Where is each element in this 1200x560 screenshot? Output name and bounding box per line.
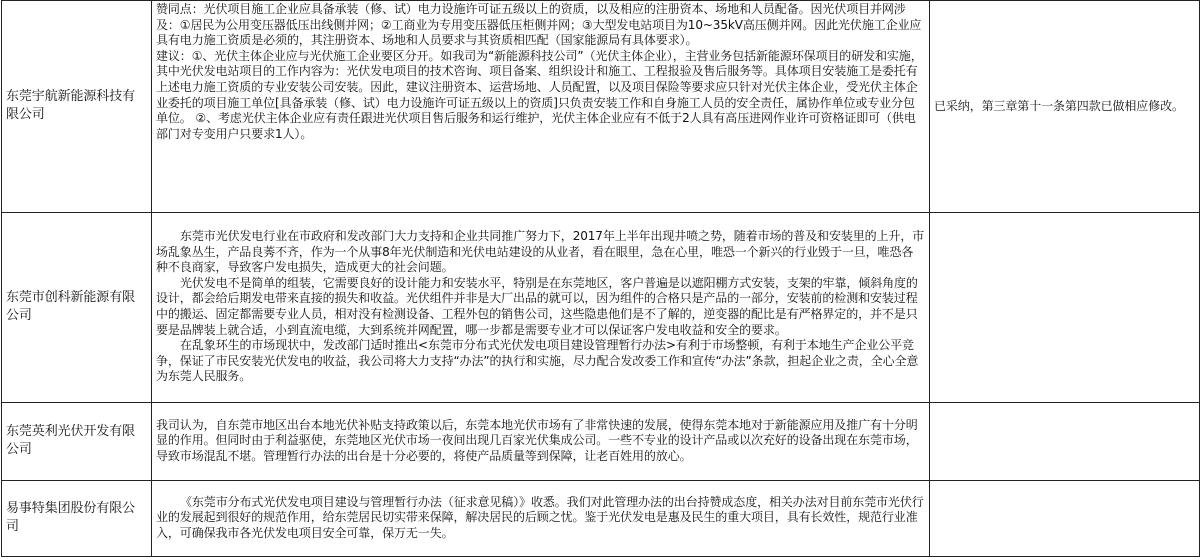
org-name: 东莞英利光伏开发有限公司 <box>2 403 152 481</box>
table-row <box>2 213 1200 403</box>
opinion-paragraph: 我司认为，自东莞市地区出台本地光伏补贴支持政策以后，东莞本地光伏市场有了非常快速的发展，使得东莞本地对于新能源应用及推广有十分明显的作用。但同时由于利益驱使，东莞地区光伏市场一夜间出现几百家光伏集成公司。一些不专业的设计产品或以次充好的设备出现在东莞市场，导致市场混乱不堪。管理暂行办法的出台是十分必要的，将使产品质量等到保障，让老百姓用的放心。 <box>156 417 918 463</box>
opinion-text <box>152 403 930 481</box>
table-row <box>2 481 1200 557</box>
table-row <box>2 1 1200 213</box>
handling-result <box>930 403 1200 481</box>
opinion-paragraph: 光伏发电不是简单的组装，它需要良好的设计能力和安装水平，特别是在东莞地区，客户普遍是以遮阳棚方式安装，支架的牢靠，倾斜角度的设计，都会给后期发电带来直接的损失和收益。光伏组件并非是大厂出品的就可以，因为组件的合格只是产品的一部分，安装前的检测和安装过程中的搬运、固定都需要专业人员，相对没有检测设备、工程外包的销售公司，这些隐患他们是不了解的，逆变器的配比是有严格界定的，并不是只要是品牌装上就合适，小到直流电缆，大到系统并网配置，哪一步都是需要专业才可以保证客户发电收益和安全的要求。 <box>156 275 918 337</box>
handling-result: 已采纳，第三章第十一条第四款已做相应修改。 <box>930 1 1200 213</box>
opinion-paragraph: 《东莞市分布式光伏发电项目建设与管理暂行办法（征求意见稿）》收悉。我们对此管理办法的出台持赞成态度，相关办法对目前东莞市光伏行业的发展起到很好的规范作用，给东莞居民切实带来保障，解决居民的后顾之忧。鉴于光伏发电是惠及民生的重大项目，具有长效性，规范行业准入，可确保我市各光伏发电项目安全可靠，保万无一失。 <box>156 494 924 540</box>
opinion-text <box>152 481 930 557</box>
opinion-text <box>152 1 930 213</box>
handling-result <box>930 481 1200 557</box>
org-name: 东莞市创科新能源有限公司 <box>2 213 152 403</box>
org-name: 易事特集团股份有限公司 <box>2 481 152 557</box>
org-name: 东莞宇航新能源科技有限公司 <box>2 1 152 213</box>
opinion-paragraph: 东莞市光伏发电行业在市政府和发改部门大力支持和企业共同推广努力下，2017年上半年出现井喷之势，随着市场的普及和安装里的上升，市场乱象丛生，产品良莠不齐，作为一个从事8年光伏制造和光伏电站建设的从业者，看在眼里，急在心里，唯恐一个新兴的行业毁于一旦，唯恐各种不良商家，导致客户发电损失，造成更大的社会问题。 <box>156 229 925 275</box>
opinion-text <box>152 213 930 403</box>
opinion-paragraph: 赞同点：光伏项目施工企业应具备承装（修、试）电力设施许可证五级以上的资质，以及相应的注册资本、场地和人员配备。因光伏项目并网涉及：①居民为公用变压器低压出线侧并网；②工商业为专用变压器低压柜侧并网；③大型发电站项目为10~35kV高压侧并网。因此光伏施工企业应具有电力施工资质是必须的，其注册资本、场地和人员要求与其资质相匹配（国家能源局有具体要求）。 <box>156 2 922 48</box>
opinion-paragraph: 在乱象环生的市场现状中，发改部门适时推出<东莞市分布式光伏发电项目建设管理暂行办法>有利于市场整顿，有利于本地生产企业公平竞争，保证了市民安装光伏发电的收益，我公司将大力支持“办法”的执行和实施，尽力配合发改委工作和宣传“办法”条款，担起企业之责，全心全意为东莞人民服务。 <box>156 338 919 384</box>
opinion-table <box>1 0 1200 557</box>
opinion-paragraph: 建议：①、光伏主体企业应与光伏施工企业要区分开。如我司为“新能源科技公司”（光伏主体企业），主营业务包括新能源环保项目的研发和实施，其中光伏发电站项目的工作内容为：光伏发电项目的技术咨询、项目备案、组织设计和施工、工程报验及售后服务等。具体项目安装施工是委托有上述电力施工资质的专业安装公司安装。因此，建议注册资本、运营场地、人员配置，以及项目保险等要求应只针对光伏主体企业，受光伏主体企业委托的项目施工单位[具备承装（修、试）电力设施许可证五级以上的资质]只负责安装工作和自身施工人员的安全责任，属协作单位或专业分包单位。 ②、考虑光伏主体企业应有责任跟进光伏项目售后服务和运行维护，光伏主体企业应有不低于2人具有高压进网作业许可资格证即可（供电部门对专变用户只要求1人）。 <box>156 48 923 141</box>
table-row <box>2 403 1200 481</box>
handling-result <box>930 213 1200 403</box>
